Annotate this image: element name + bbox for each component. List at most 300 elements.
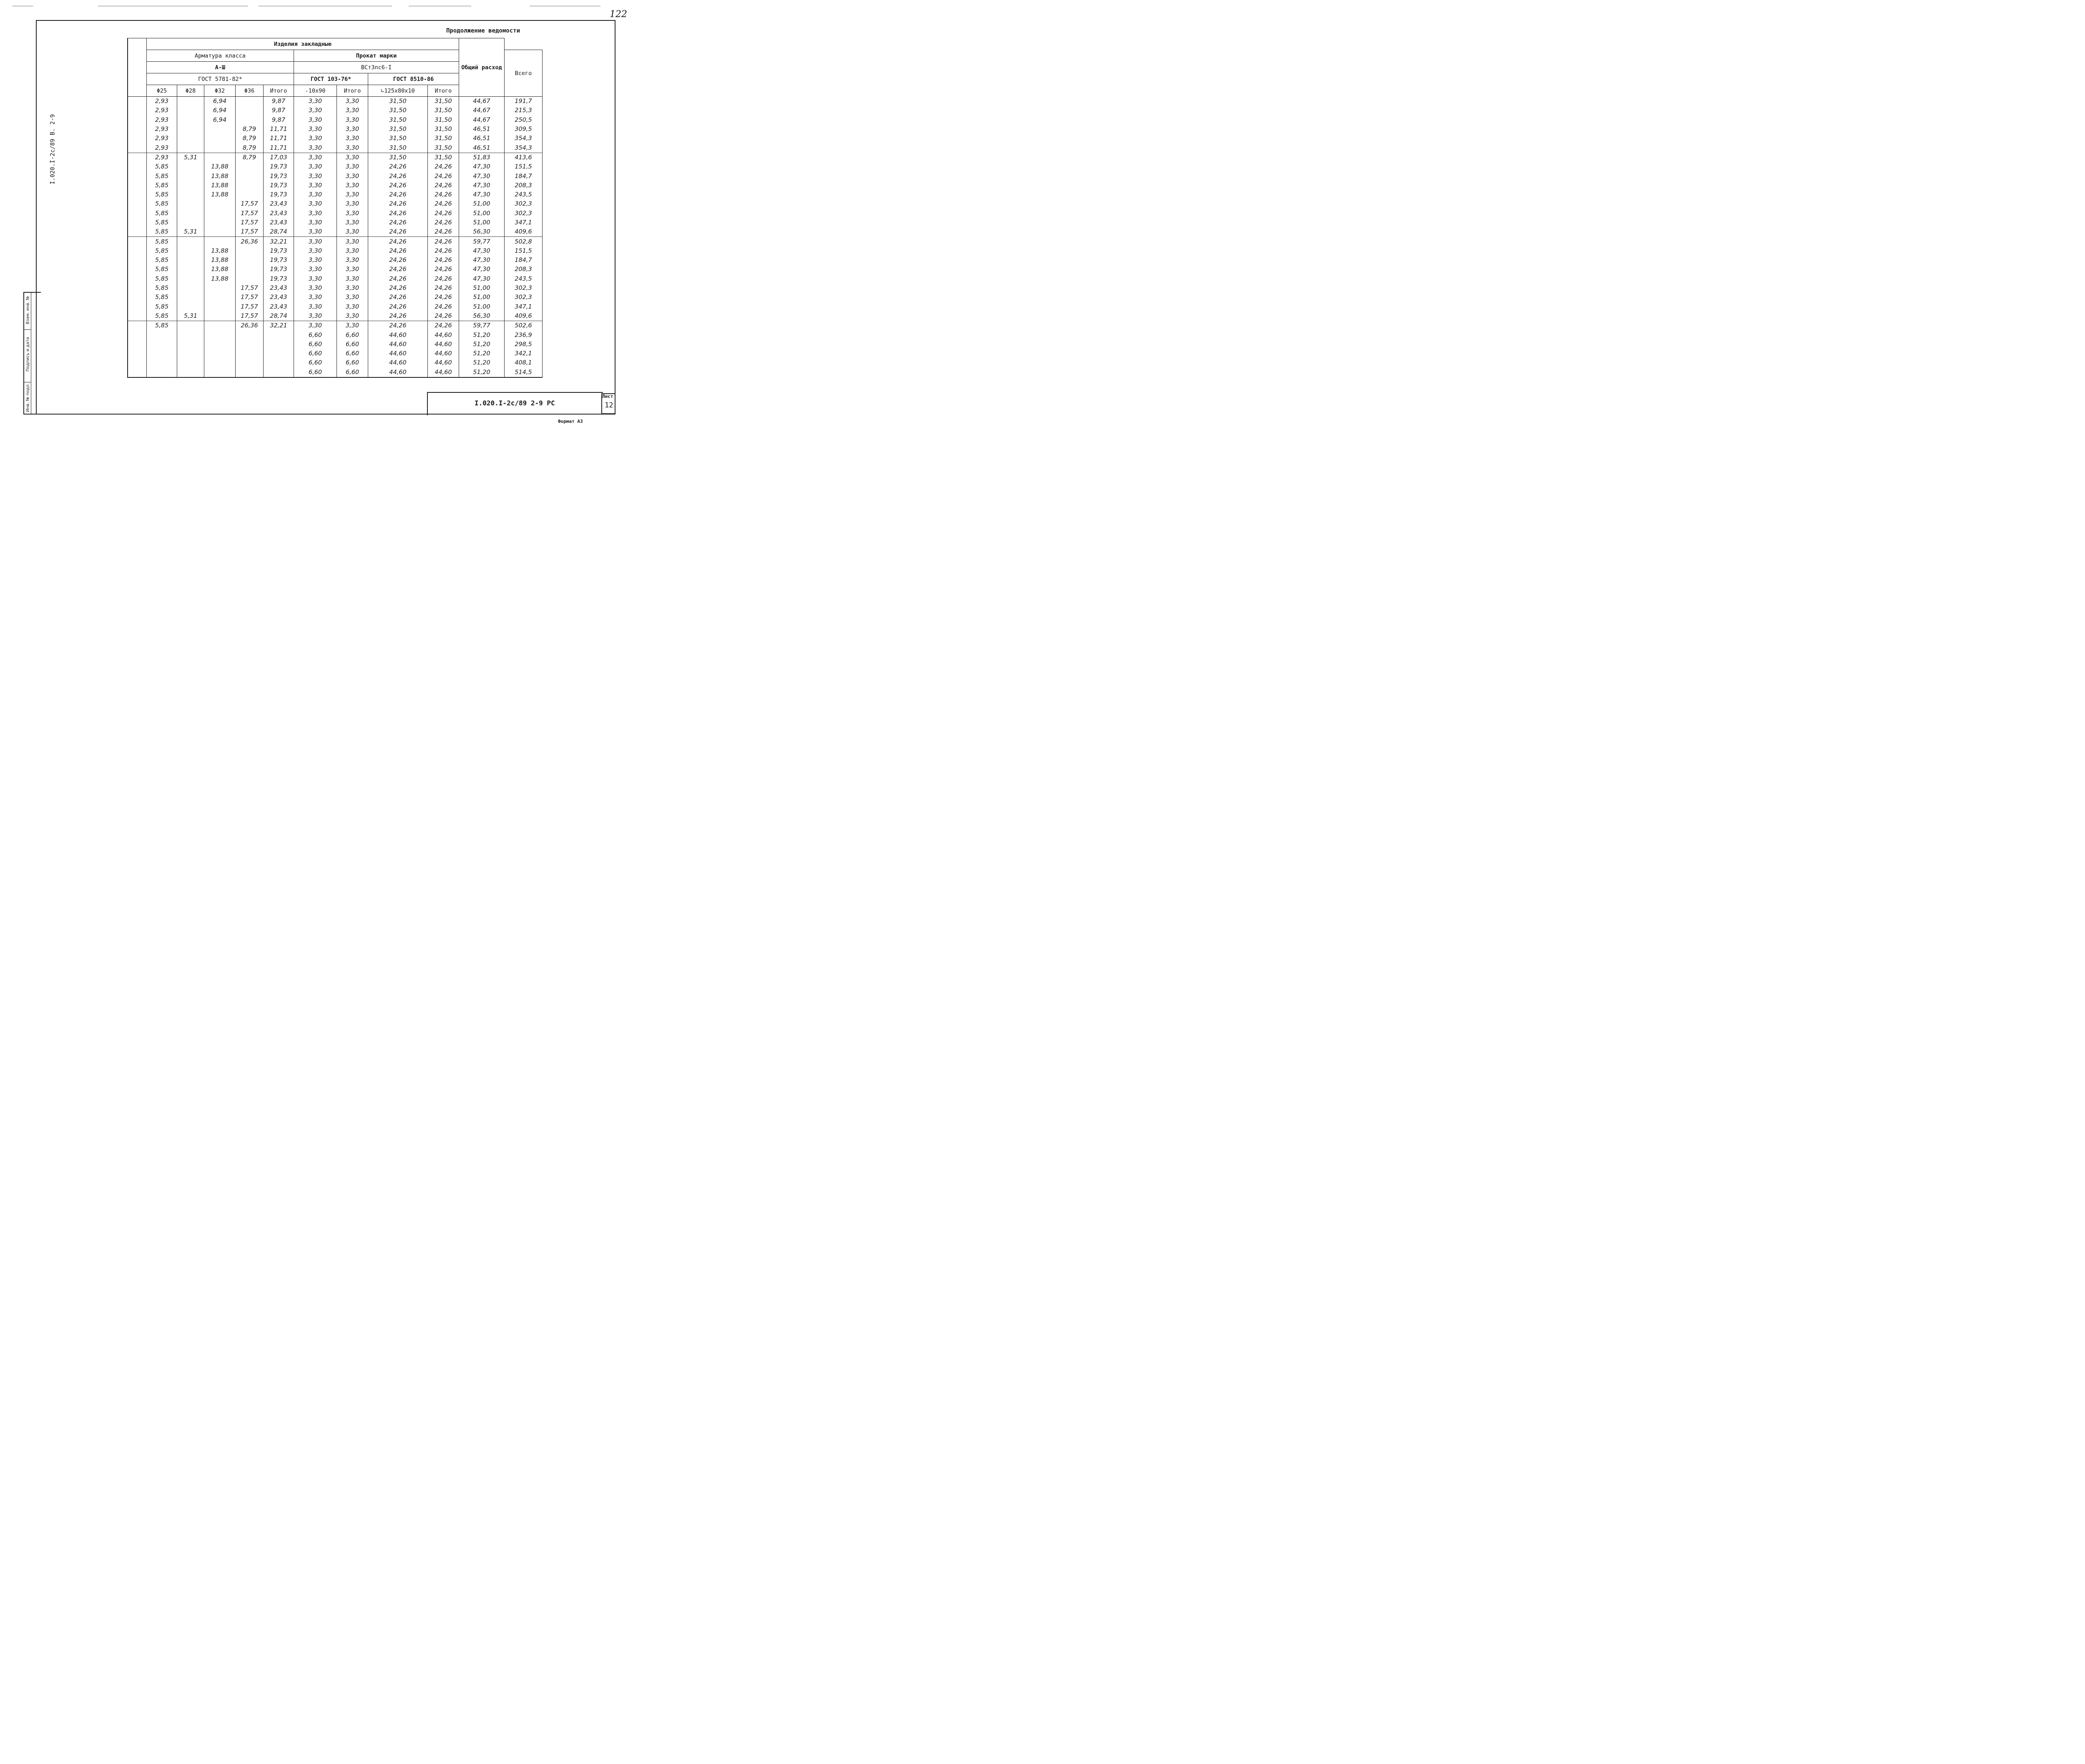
table-cell: 3,30 xyxy=(294,237,337,246)
table-cell: 309,5 xyxy=(505,125,543,134)
table-cell: 5,85 xyxy=(147,199,177,209)
side-cell xyxy=(128,190,147,199)
table-cell xyxy=(177,209,204,218)
table-row xyxy=(128,227,543,237)
table-cell: 347,1 xyxy=(505,302,543,312)
table-cell: 3,30 xyxy=(337,171,368,181)
table-cell: 17,57 xyxy=(236,293,264,302)
side-cell xyxy=(128,171,147,181)
table-cell: 6,60 xyxy=(337,358,368,367)
side-label: Подпись и дата xyxy=(25,337,30,372)
table-cell: 31,50 xyxy=(368,97,428,106)
table-cell: 19,73 xyxy=(264,265,294,274)
table-cell: 3,30 xyxy=(294,181,337,190)
table-cell xyxy=(177,274,204,284)
table-cell xyxy=(236,181,264,190)
table-row xyxy=(128,97,543,106)
table-cell: 208,3 xyxy=(505,181,543,190)
side-cell xyxy=(128,349,147,358)
table-cell: 24,26 xyxy=(428,209,459,218)
table-cell xyxy=(236,171,264,181)
table-cell: 6,60 xyxy=(294,368,337,377)
table-row xyxy=(128,312,543,321)
table-cell: 3,30 xyxy=(337,125,368,134)
table-cell: 13,88 xyxy=(204,256,236,265)
table-cell: 3,30 xyxy=(337,116,368,125)
table-cell: 5,85 xyxy=(147,274,177,284)
table-cell: 5,85 xyxy=(147,284,177,293)
side-cell xyxy=(128,153,147,162)
table-cell: 2,93 xyxy=(147,153,177,162)
table-cell xyxy=(177,302,204,312)
table-cell: 5,31 xyxy=(177,312,204,321)
side-cell xyxy=(128,358,147,367)
table-cell: 3,30 xyxy=(294,246,337,256)
table-cell: 3,30 xyxy=(294,116,337,125)
continuation-title: Продолжение ведомости xyxy=(446,28,520,34)
table-cell xyxy=(204,134,236,143)
header-group2-gost2: ГОСТ 8510-86 xyxy=(368,73,459,85)
table-cell: 3,30 xyxy=(337,153,368,162)
table-cell xyxy=(204,330,236,339)
table-cell xyxy=(204,209,236,218)
header-group1-class: А-Ш xyxy=(147,62,294,73)
table-cell: 23,43 xyxy=(264,302,294,312)
table-cell: 19,73 xyxy=(264,274,294,284)
table-cell: 24,26 xyxy=(428,237,459,246)
table-cell: 24,26 xyxy=(368,312,428,321)
table-row xyxy=(128,190,543,199)
header-group1: Арматура класса xyxy=(147,50,294,62)
table-cell xyxy=(177,284,204,293)
table-cell xyxy=(177,218,204,227)
table-cell: 32,21 xyxy=(264,237,294,246)
table-cell: 5,85 xyxy=(147,171,177,181)
table-cell: 44,60 xyxy=(428,368,459,377)
table-cell: 59,77 xyxy=(459,321,505,331)
table-cell: 46,51 xyxy=(459,134,505,143)
table-row xyxy=(128,368,543,377)
header-total: Всего xyxy=(505,50,543,97)
table-cell: 6,60 xyxy=(294,330,337,339)
table-cell: 44,60 xyxy=(368,340,428,349)
table-cell: 47,30 xyxy=(459,162,505,171)
table-cell xyxy=(177,106,204,115)
sheet-label: Лист xyxy=(602,394,613,399)
table-cell xyxy=(177,349,204,358)
table-cell xyxy=(177,246,204,256)
table-cell: 8,79 xyxy=(236,143,264,153)
side-cell xyxy=(128,181,147,190)
table-row xyxy=(128,265,543,274)
table-cell: 31,50 xyxy=(368,106,428,115)
table-cell xyxy=(264,368,294,377)
table-cell: 3,30 xyxy=(294,302,337,312)
header-group2-grade: ВСт3пс6-I xyxy=(294,62,459,73)
table-cell xyxy=(177,97,204,106)
table-cell: 3,30 xyxy=(294,199,337,209)
table-cell: 24,26 xyxy=(428,199,459,209)
table-cell: 3,30 xyxy=(294,321,337,331)
table-cell: 44,60 xyxy=(368,358,428,367)
format-label: Формат А3 xyxy=(558,419,583,424)
table-cell: 31,50 xyxy=(428,143,459,153)
table-cell xyxy=(177,293,204,302)
table-cell: 208,3 xyxy=(505,265,543,274)
table-cell: 3,30 xyxy=(337,227,368,237)
side-cell xyxy=(128,106,147,115)
table-cell xyxy=(204,302,236,312)
table-cell: 5,85 xyxy=(147,246,177,256)
col-header: Итого xyxy=(337,85,368,97)
table-cell: 13,88 xyxy=(204,190,236,199)
side-cell xyxy=(128,162,147,171)
table-cell: 236,9 xyxy=(505,330,543,339)
table-row xyxy=(128,199,543,209)
table-cell: 44,60 xyxy=(428,340,459,349)
table-cell xyxy=(177,321,204,331)
table-cell xyxy=(177,143,204,153)
table-row xyxy=(128,125,543,134)
table-cell xyxy=(236,256,264,265)
side-cell xyxy=(128,227,147,237)
table-cell: 23,43 xyxy=(264,218,294,227)
table-cell: 19,73 xyxy=(264,171,294,181)
table-cell xyxy=(236,97,264,106)
table-cell xyxy=(204,199,236,209)
table-cell: 5,85 xyxy=(147,190,177,199)
table-cell: 302,3 xyxy=(505,293,543,302)
table-row xyxy=(128,237,543,246)
table-cell: 47,30 xyxy=(459,274,505,284)
side-cell xyxy=(128,321,147,331)
table-cell: 24,26 xyxy=(368,293,428,302)
side-cell xyxy=(128,199,147,209)
table-cell: 13,88 xyxy=(204,171,236,181)
table-cell: 24,26 xyxy=(368,302,428,312)
side-cell xyxy=(128,340,147,349)
table-cell: 5,85 xyxy=(147,209,177,218)
table-cell: 24,26 xyxy=(428,321,459,331)
table-cell xyxy=(177,125,204,134)
table-cell: 51,00 xyxy=(459,209,505,218)
table-cell: 24,26 xyxy=(428,312,459,321)
table-cell: 3,30 xyxy=(337,181,368,190)
table-cell: 8,79 xyxy=(236,153,264,162)
table-cell xyxy=(204,284,236,293)
table-cell: 31,50 xyxy=(368,125,428,134)
table-cell: 24,26 xyxy=(368,181,428,190)
table-cell xyxy=(236,340,264,349)
table-cell: 17,57 xyxy=(236,209,264,218)
table-cell: 6,94 xyxy=(204,106,236,115)
table-cell: 3,30 xyxy=(294,143,337,153)
header-title: Изделия закладные xyxy=(147,38,459,50)
side-column xyxy=(128,38,147,97)
table-cell: 151,5 xyxy=(505,162,543,171)
table-cell: 3,30 xyxy=(294,256,337,265)
table-cell: 44,60 xyxy=(428,349,459,358)
table-cell: 24,26 xyxy=(428,256,459,265)
table-cell: 24,26 xyxy=(428,171,459,181)
table-cell: 47,30 xyxy=(459,256,505,265)
table-cell: 5,85 xyxy=(147,181,177,190)
table-cell: 51,00 xyxy=(459,302,505,312)
table-cell: 51,00 xyxy=(459,293,505,302)
table-cell xyxy=(204,237,236,246)
table-row xyxy=(128,246,543,256)
table-cell xyxy=(147,330,177,339)
table-cell: 5,85 xyxy=(147,302,177,312)
table-cell xyxy=(204,227,236,237)
table-cell: 19,73 xyxy=(264,162,294,171)
table-cell: 31,50 xyxy=(368,153,428,162)
side-cell xyxy=(128,284,147,293)
table-cell: 3,30 xyxy=(337,97,368,106)
table-cell: 31,50 xyxy=(368,134,428,143)
table-cell: 13,88 xyxy=(204,274,236,284)
table-cell: 514,5 xyxy=(505,368,543,377)
table-cell: 24,26 xyxy=(368,321,428,331)
table-cell: 3,30 xyxy=(294,134,337,143)
table-cell xyxy=(264,358,294,367)
table-cell: 51,00 xyxy=(459,199,505,209)
table-cell: 3,30 xyxy=(337,209,368,218)
table-cell: 24,26 xyxy=(368,190,428,199)
table-cell: 31,50 xyxy=(368,116,428,125)
table-cell: 47,30 xyxy=(459,190,505,199)
table-cell: 3,30 xyxy=(337,199,368,209)
table-cell: 3,30 xyxy=(337,321,368,331)
table-cell xyxy=(264,330,294,339)
table-cell xyxy=(236,190,264,199)
header-group2: Прокат марки xyxy=(294,50,459,62)
table-cell: 6,60 xyxy=(294,349,337,358)
table-cell: 3,30 xyxy=(294,162,337,171)
header-overall: Общий расход xyxy=(459,38,505,97)
table-cell: 59,77 xyxy=(459,237,505,246)
table-cell xyxy=(264,349,294,358)
table-cell xyxy=(177,237,204,246)
table-cell: 6,94 xyxy=(204,116,236,125)
table-cell: 17,57 xyxy=(236,284,264,293)
table-cell: 354,3 xyxy=(505,134,543,143)
table-cell: 3,30 xyxy=(337,190,368,199)
col-header: Φ36 xyxy=(236,85,264,97)
table-cell: 46,51 xyxy=(459,125,505,134)
table-cell: 3,30 xyxy=(294,218,337,227)
table-cell xyxy=(177,368,204,377)
table-cell: 23,43 xyxy=(264,199,294,209)
table-cell: 243,5 xyxy=(505,190,543,199)
table-cell: 5,85 xyxy=(147,265,177,274)
table-cell: 24,26 xyxy=(368,284,428,293)
table-cell: 47,30 xyxy=(459,171,505,181)
table-cell: 354,3 xyxy=(505,143,543,153)
table-cell: 302,3 xyxy=(505,209,543,218)
table-cell: 2,93 xyxy=(147,143,177,153)
table-cell: 502,8 xyxy=(505,237,543,246)
table-cell: 31,50 xyxy=(428,153,459,162)
table-cell: 9,87 xyxy=(264,116,294,125)
table-row xyxy=(128,358,543,367)
table-cell: 3,30 xyxy=(337,302,368,312)
table-cell xyxy=(236,162,264,171)
table-cell: 24,26 xyxy=(428,284,459,293)
side-cell xyxy=(128,274,147,284)
table-cell: 31,50 xyxy=(428,97,459,106)
sheet-number-handwritten: 122 xyxy=(610,9,627,20)
table-cell: 347,1 xyxy=(505,218,543,227)
table-cell: 13,88 xyxy=(204,246,236,256)
col-header: Итого xyxy=(428,85,459,97)
table-cell xyxy=(204,218,236,227)
table-cell: 31,50 xyxy=(428,116,459,125)
table-cell: 19,73 xyxy=(264,256,294,265)
table-cell: 51,20 xyxy=(459,358,505,367)
table-cell xyxy=(147,358,177,367)
table-cell xyxy=(147,349,177,358)
table-cell xyxy=(236,349,264,358)
table-cell: 24,26 xyxy=(368,237,428,246)
side-cell xyxy=(128,97,147,106)
table-row xyxy=(128,274,543,284)
table-cell: 3,30 xyxy=(294,227,337,237)
table-cell: 24,26 xyxy=(368,171,428,181)
table-row xyxy=(128,302,543,312)
table-cell: 44,60 xyxy=(428,330,459,339)
col-header: Φ28 xyxy=(177,85,204,97)
table-cell: 302,3 xyxy=(505,199,543,209)
table-cell xyxy=(204,312,236,321)
table-cell: 19,73 xyxy=(264,246,294,256)
table-cell: 24,26 xyxy=(428,227,459,237)
table-cell: 24,26 xyxy=(368,256,428,265)
side-cell xyxy=(128,209,147,218)
table-cell: 24,26 xyxy=(428,218,459,227)
table-cell xyxy=(177,171,204,181)
side-cell xyxy=(128,256,147,265)
table-cell xyxy=(236,368,264,377)
table-cell: 17,03 xyxy=(264,153,294,162)
side-cell xyxy=(128,330,147,339)
table-cell: 408,1 xyxy=(505,358,543,367)
table-cell xyxy=(204,349,236,358)
table-cell: 26,36 xyxy=(236,321,264,331)
table-cell: 3,30 xyxy=(337,106,368,115)
table-cell: 8,79 xyxy=(236,125,264,134)
table-cell xyxy=(177,134,204,143)
table-cell: 5,85 xyxy=(147,321,177,331)
table-cell: 24,26 xyxy=(428,274,459,284)
table-row xyxy=(128,284,543,293)
table-cell: 24,26 xyxy=(368,199,428,209)
side-cell xyxy=(128,237,147,246)
table-cell: 19,73 xyxy=(264,181,294,190)
side-label: Инв. № подл. xyxy=(25,383,30,412)
side-cell xyxy=(128,368,147,377)
table-cell: 409,6 xyxy=(505,227,543,237)
table-cell: 24,26 xyxy=(428,246,459,256)
table-row xyxy=(128,209,543,218)
table-cell: 24,26 xyxy=(368,218,428,227)
side-stamp xyxy=(23,292,41,415)
table-cell: 6,60 xyxy=(337,330,368,339)
table-cell: 409,6 xyxy=(505,312,543,321)
table-cell: 3,30 xyxy=(294,190,337,199)
header-group2-gost1: ГОСТ 103-76* xyxy=(294,73,368,85)
table-cell: 51,83 xyxy=(459,153,505,162)
table-row xyxy=(128,106,543,115)
table-cell: 24,26 xyxy=(428,190,459,199)
table-cell: 3,30 xyxy=(294,284,337,293)
table-cell: 24,26 xyxy=(428,181,459,190)
table-cell: 24,26 xyxy=(428,265,459,274)
col-header: -10x90 xyxy=(294,85,337,97)
table-cell: 47,30 xyxy=(459,181,505,190)
table-cell: 2,93 xyxy=(147,106,177,115)
table-cell xyxy=(236,246,264,256)
table-cell: 31,50 xyxy=(428,106,459,115)
table-cell: 51,20 xyxy=(459,340,505,349)
side-cell xyxy=(128,218,147,227)
table-cell: 3,30 xyxy=(294,293,337,302)
table-cell: 24,26 xyxy=(368,162,428,171)
table-cell xyxy=(236,274,264,284)
side-cell xyxy=(128,293,147,302)
table-cell xyxy=(236,330,264,339)
table-cell xyxy=(236,265,264,274)
table-cell xyxy=(236,358,264,367)
table-cell: 17,57 xyxy=(236,312,264,321)
table-cell xyxy=(204,143,236,153)
header-group1-gost: ГОСТ 5781-82* xyxy=(147,73,294,85)
table-cell: 3,30 xyxy=(294,209,337,218)
table-cell: 24,26 xyxy=(428,302,459,312)
table-row xyxy=(128,321,543,331)
table-cell: 28,74 xyxy=(264,227,294,237)
table-cell: 302,3 xyxy=(505,284,543,293)
table-cell: 3,30 xyxy=(337,265,368,274)
table-cell: 2,93 xyxy=(147,116,177,125)
table-cell: 8,79 xyxy=(236,134,264,143)
table-cell: 6,60 xyxy=(294,358,337,367)
table-row xyxy=(128,162,543,171)
table-row xyxy=(128,349,543,358)
side-label: Взам. инв. № xyxy=(25,296,30,324)
table-cell: 5,85 xyxy=(147,256,177,265)
table-cell: 6,94 xyxy=(204,97,236,106)
title-block-code: I.020.I-2c/89 2-9 PC xyxy=(475,399,555,407)
table-cell: 5,85 xyxy=(147,218,177,227)
table-cell: 24,26 xyxy=(428,162,459,171)
table-cell: 5,31 xyxy=(177,227,204,237)
table-cell: 32,21 xyxy=(264,321,294,331)
table-cell xyxy=(204,125,236,134)
table-cell: 184,7 xyxy=(505,171,543,181)
table-cell xyxy=(204,340,236,349)
table-cell: 17,57 xyxy=(236,218,264,227)
side-cell xyxy=(128,265,147,274)
table-cell: 3,30 xyxy=(294,97,337,106)
table-cell: 502,6 xyxy=(505,321,543,331)
table-cell xyxy=(147,340,177,349)
side-stamp-cell xyxy=(24,293,31,330)
table-cell: 13,88 xyxy=(204,181,236,190)
side-cell xyxy=(128,312,147,321)
table-cell: 3,30 xyxy=(337,162,368,171)
table-cell: 413,6 xyxy=(505,153,543,162)
